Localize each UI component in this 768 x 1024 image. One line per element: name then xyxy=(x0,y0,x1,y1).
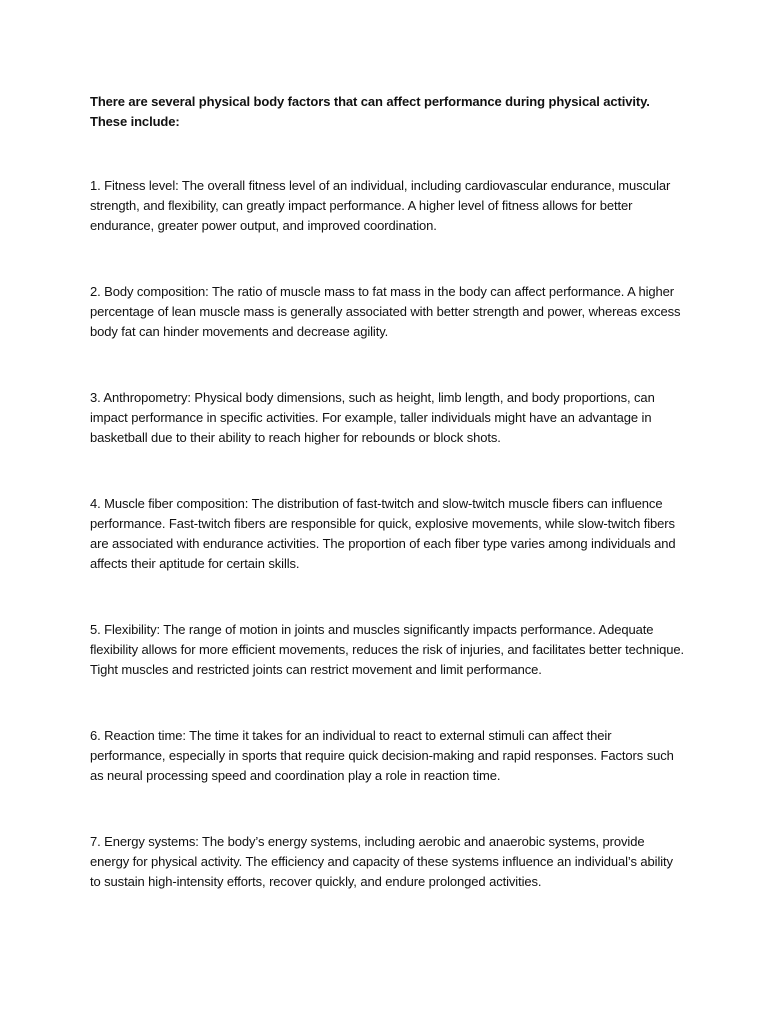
paragraph-energy-systems: 7. Energy systems: The body’s energy systems, including aerobic and anaerobic systems, provide energy for physical activity. The efficiency and capacity of these systems influence an individual’s ability to sustain high-intensity efforts, recover quickly, and endure prolonged activities. xyxy=(90,834,673,889)
paragraph-flexibility: 5. Flexibility: The range of motion in joints and muscles significantly impacts performance. Adequate flexibility allows for more efficient movements, reduces the risk of injuries, and facilitates better technique. Tight muscles and restricted joints can restrict movement and limit performance. xyxy=(90,622,685,677)
paragraph-anthropometry: 3. Anthropometry: Physical body dimensions, such as height, limb length, and body proportions, can impact performance in specific activities. For example, taller individuals might have an advantage in basketball due to their ability to reach higher for rebounds or block shots. xyxy=(90,390,655,445)
paragraph-muscle-fiber-composition: 4. Muscle fiber composition: The distribution of fast-twitch and slow-twitch muscle fibers can influence performance. Fast-twitch fibers are responsible for quick, explosive movements, while slow-twitch fibers are associated with endurance activities. The proportion of each fiber type varies among individuals and affects their aptitude for certain skills. xyxy=(90,496,676,571)
document-heading: There are several physical body factors that can affect performance during physical activity. These include: xyxy=(90,94,650,129)
paragraph-fitness-level: 1. Fitness level: The overall fitness level of an individual, including cardiovascular endurance, muscular strength, and flexibility, can greatly impact performance. A higher level of fitness allows for better endurance, greater power output, and improved coordination. xyxy=(90,178,671,233)
paragraph-body-composition: 2. Body composition: The ratio of muscle mass to fat mass in the body can affect performance. A higher percentage of lean muscle mass is generally associated with better strength and power, whereas excess body fat can hinder movements and decrease agility. xyxy=(90,284,681,339)
paragraph-reaction-time: 6. Reaction time: The time it takes for an individual to react to external stimuli can affect their performance, especially in sports that require quick decision-making and rapid responses. Factors such as neural processing speed and coordination play a role in reaction time. xyxy=(90,728,674,783)
document-body xyxy=(90,92,685,938)
